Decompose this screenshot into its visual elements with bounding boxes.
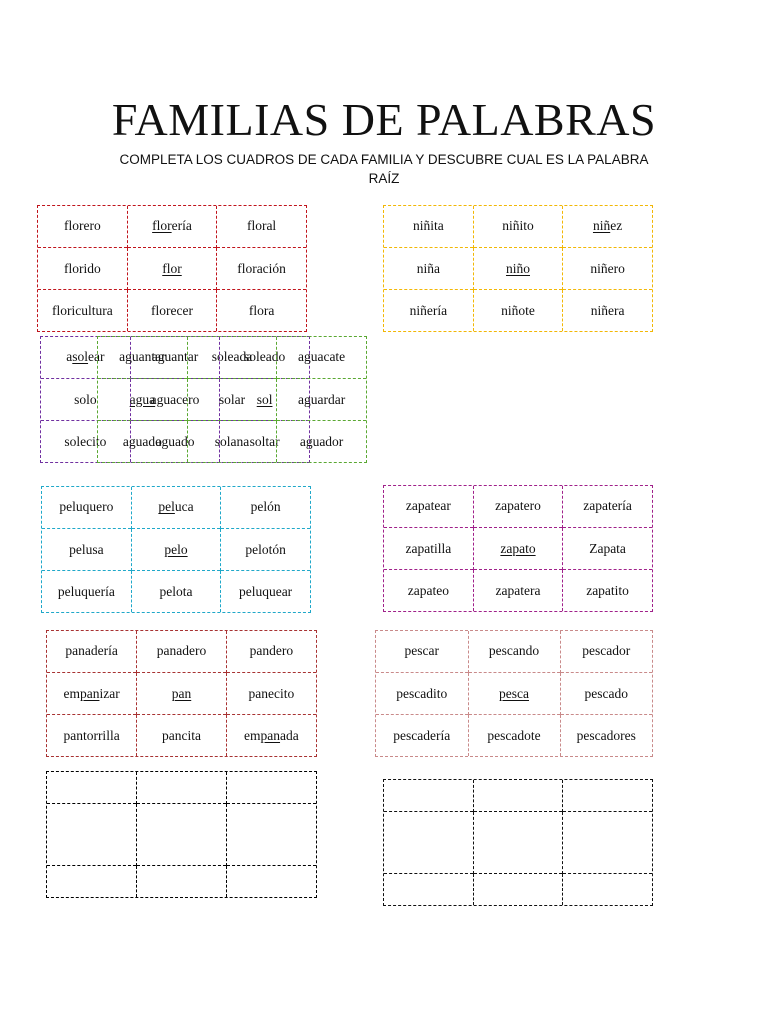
word-cell: aguador xyxy=(277,421,366,462)
word-cell: panecito xyxy=(226,672,316,715)
word-cell: aguado xyxy=(98,421,187,462)
word-cell: aguantar xyxy=(119,349,166,365)
word-cell: pescar xyxy=(404,643,439,659)
word-cell: florero xyxy=(64,218,101,234)
word-cell xyxy=(473,527,562,570)
word-suffix: ear xyxy=(88,349,105,365)
family-grid-flor xyxy=(37,205,307,332)
word-cell: zapatería xyxy=(563,486,652,527)
word-suffix: ada xyxy=(280,727,299,743)
family-grid-pelo xyxy=(41,486,311,613)
word-cell: soleado xyxy=(220,337,309,378)
word-cell[interactable] xyxy=(47,803,137,866)
word-cell[interactable] xyxy=(563,874,652,905)
word-cell[interactable] xyxy=(473,811,562,874)
word-cell xyxy=(131,487,220,528)
word-root: agua xyxy=(129,391,156,407)
word-root: pel xyxy=(158,499,175,515)
word-root: sol xyxy=(256,391,273,407)
word-cell[interactable] xyxy=(384,780,473,811)
page-subtitle: COMPLETA LOS CUADROS DE CADA FAMILIA Y DESCUBRE CUAL ES LA PALABRA RAÍZ xyxy=(119,152,649,186)
word-cell: zapatear xyxy=(405,498,451,514)
word-root: flor xyxy=(152,218,172,234)
word-root: niñ xyxy=(592,218,611,234)
word-cell: niñera xyxy=(563,290,652,331)
word-root: pan xyxy=(79,685,100,701)
word-cell: zapatito xyxy=(563,570,652,611)
word-cell: pescador xyxy=(560,631,652,672)
family-grid-nino xyxy=(383,205,653,332)
word-suffix: izar xyxy=(99,685,120,701)
word-cell: peluquear xyxy=(221,571,310,612)
word-cell: panadero xyxy=(137,631,227,672)
word-suffix: uca xyxy=(174,499,194,515)
word-cell: florido xyxy=(38,247,127,290)
family-grid-blank-left xyxy=(46,771,317,898)
word-cell: aguacate xyxy=(277,337,366,378)
word-root: zapato xyxy=(500,540,536,556)
word-cell: Zapata xyxy=(563,527,652,570)
word-cell: pandero xyxy=(226,631,316,672)
page-title: FAMILIAS DE PALABRAS xyxy=(111,94,657,145)
word-cell: pelota xyxy=(131,571,220,612)
word-cell: solecito xyxy=(41,421,130,462)
word-cell: niñería xyxy=(384,290,473,331)
word-cell: pescadote xyxy=(468,715,560,756)
word-cell[interactable] xyxy=(137,866,227,897)
family-grid-pan xyxy=(46,630,317,757)
word-cell[interactable] xyxy=(226,772,316,803)
word-suffix: ería xyxy=(171,218,192,234)
word-cell: floración xyxy=(217,247,306,290)
word-cell: aguardar xyxy=(277,378,366,421)
word-cell: pelusa xyxy=(42,528,131,571)
word-root: pan xyxy=(260,727,281,743)
word-cell[interactable] xyxy=(226,803,316,866)
word-cell: zapatero xyxy=(473,486,562,527)
family-grid-zapato xyxy=(383,485,653,612)
word-cell xyxy=(98,378,187,421)
word-cell xyxy=(563,206,652,247)
word-cell: pescadores xyxy=(560,715,652,756)
word-cell xyxy=(137,672,227,715)
word-cell: solana xyxy=(187,421,276,462)
word-cell: flora xyxy=(217,290,306,331)
word-cell xyxy=(473,247,562,290)
word-cell: pantorrilla xyxy=(47,715,137,756)
word-cell[interactable] xyxy=(473,780,562,811)
word-cell: floricultura xyxy=(38,290,127,331)
word-root: sol xyxy=(72,349,89,365)
word-cell[interactable] xyxy=(137,772,227,803)
word-root: pelo xyxy=(164,541,188,557)
word-cell: niñito xyxy=(473,206,562,247)
word-root: pan xyxy=(171,685,192,701)
word-cell: niñote xyxy=(473,290,562,331)
word-cell[interactable] xyxy=(384,811,473,874)
family-grid-blank-right xyxy=(383,779,653,906)
word-cell xyxy=(127,206,216,247)
word-cell: pescando xyxy=(468,631,560,672)
word-cell[interactable] xyxy=(226,866,316,897)
word-cell: zapatilla xyxy=(384,527,473,570)
word-cell: florecer xyxy=(127,290,216,331)
word-cell: floral xyxy=(217,206,306,247)
word-prefix: a xyxy=(66,349,73,365)
word-cell: peluquería xyxy=(42,571,131,612)
family-grid-agua xyxy=(97,336,367,463)
word-cell xyxy=(226,715,316,756)
word-cell: soleada xyxy=(187,337,276,378)
word-cell[interactable] xyxy=(563,811,652,874)
word-cell: pelón xyxy=(221,487,310,528)
word-cell: panadería xyxy=(65,643,118,659)
word-cell: zapateo xyxy=(384,570,473,611)
word-cell: niñero xyxy=(563,247,652,290)
word-cell: aguantar xyxy=(130,337,219,378)
word-cell[interactable] xyxy=(137,803,227,866)
word-cell: soltar xyxy=(220,421,309,462)
word-cell xyxy=(468,672,560,715)
word-prefix: em xyxy=(63,685,80,701)
word-cell: aguado xyxy=(130,421,219,462)
word-cell[interactable] xyxy=(384,874,473,905)
word-cell[interactable] xyxy=(473,874,562,905)
word-cell: solo xyxy=(41,378,130,421)
word-suffix: ez xyxy=(610,218,623,234)
word-cell: pescadito xyxy=(376,672,468,715)
word-root: flor xyxy=(162,260,182,276)
word-cell: zapatera xyxy=(473,570,562,611)
word-root: niño xyxy=(505,260,530,276)
word-cell: pancita xyxy=(137,715,227,756)
word-cell: niña xyxy=(384,247,473,290)
word-cell[interactable] xyxy=(47,866,137,897)
word-cell[interactable] xyxy=(563,780,652,811)
word-root: pesca xyxy=(499,685,529,701)
family-grid-pesca xyxy=(375,630,653,757)
word-cell: solar xyxy=(187,378,276,421)
word-cell: niñita xyxy=(413,218,444,234)
word-cell xyxy=(131,528,220,571)
word-cell xyxy=(127,247,216,290)
word-cell: pelotón xyxy=(221,528,310,571)
word-cell xyxy=(47,672,137,715)
word-cell: aguacero xyxy=(130,378,219,421)
word-cell: pescadería xyxy=(376,715,468,756)
word-prefix: em xyxy=(244,727,261,743)
word-cell[interactable] xyxy=(47,772,137,803)
word-cell: pescado xyxy=(560,672,652,715)
word-cell: peluquero xyxy=(59,499,114,515)
